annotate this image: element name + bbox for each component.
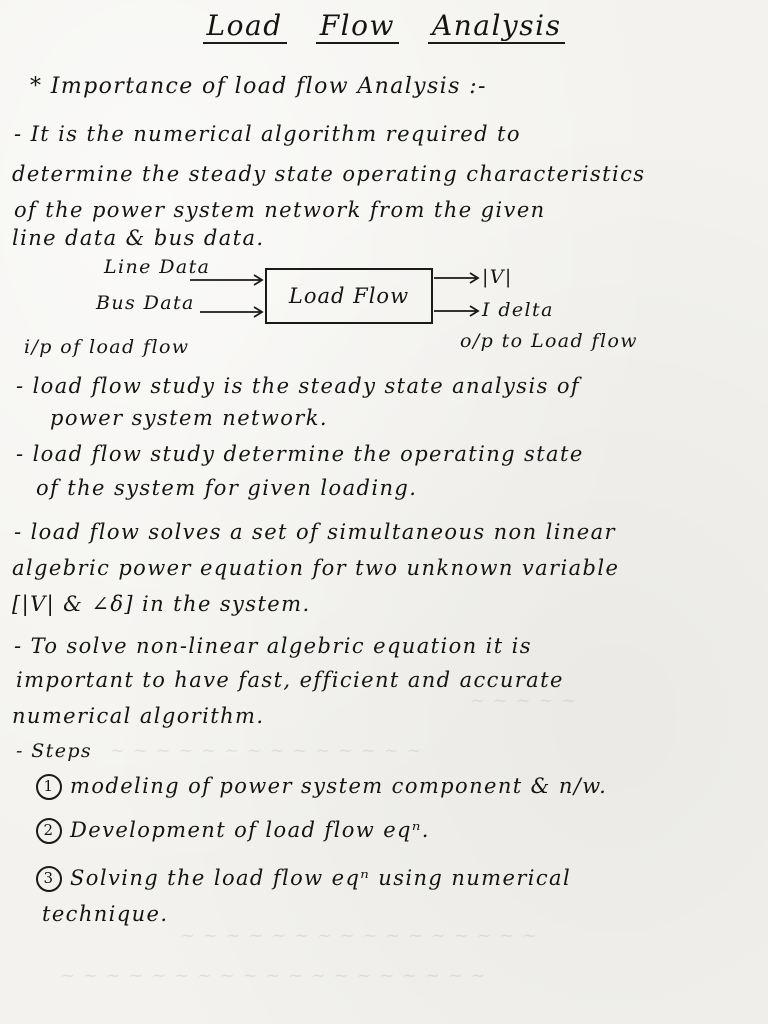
step-item xyxy=(36,774,607,800)
text-line: - load flow study is the steady state analysis of xyxy=(16,374,581,398)
text-line: algebric power equation for two unknown variable xyxy=(12,556,620,580)
text-line: numerical algorithm. xyxy=(12,704,265,728)
step-text: Solving the load flow eqⁿ using numerical xyxy=(70,866,572,890)
text-line: - To solve non-linear algebric equation it is xyxy=(14,634,532,658)
text-line: determine the steady state operating characteristics xyxy=(12,162,646,186)
diagram-box-label: Load Flow xyxy=(288,284,410,308)
step-item xyxy=(36,818,430,844)
text-line: of the system for given loading. xyxy=(36,476,418,500)
text-line: line data & bus data. xyxy=(12,226,265,250)
bleed-through: ~ ~ ~ ~ ~ ~ ~ ~ ~ ~ ~ ~ ~ ~ ~ ~ ~ ~ ~ xyxy=(60,965,487,986)
steps-label: - Steps xyxy=(16,740,93,762)
diagram-caption: i/p of load flow xyxy=(24,336,190,358)
text-line: [|V| & ∠δ] in the system. xyxy=(12,592,311,616)
text-line: important to have fast, efficient and accurate xyxy=(16,668,564,692)
title-word: Flow xyxy=(316,10,399,44)
diagram-output-label: |V| xyxy=(482,266,513,288)
section-heading: * Importance of load flow Analysis :- xyxy=(30,74,487,99)
diagram-input-label: Line Data xyxy=(104,256,211,278)
step-item xyxy=(36,866,571,892)
diagram-input-label: Bus Data xyxy=(96,292,195,314)
diagram-arrows xyxy=(0,0,768,340)
text-line: power system network. xyxy=(50,406,328,430)
step-number: 1 xyxy=(36,774,62,800)
text-line: of the power system network from the given xyxy=(14,198,546,222)
text-line: technique. xyxy=(42,902,169,926)
title-word: Load xyxy=(203,10,287,44)
step-number: 3 xyxy=(36,866,62,892)
title-word: Analysis xyxy=(428,10,565,44)
diagram-output-label: I delta xyxy=(482,299,554,321)
step-text: modeling of power system component & n/w. xyxy=(70,774,608,798)
text-line: - load flow study determine the operating state xyxy=(16,442,584,466)
step-number: 2 xyxy=(36,818,62,844)
step-text: Development of load flow eqⁿ. xyxy=(70,818,430,842)
text-line: - load flow solves a set of simultaneous non linear xyxy=(14,520,616,544)
text-line: - It is the numerical algorithm required to xyxy=(14,122,521,146)
bleed-through: ~ ~ ~ ~ ~ ~ ~ ~ ~ ~ ~ ~ ~ ~ ~ ~ xyxy=(180,925,539,946)
diagram-caption: o/p to Load flow xyxy=(460,330,638,352)
bleed-through: ~ ~ ~ ~ ~ xyxy=(470,690,578,711)
bleed-through: ~ ~ ~ ~ ~ ~ ~ ~ ~ ~ ~ ~ ~ ~ xyxy=(110,740,423,761)
